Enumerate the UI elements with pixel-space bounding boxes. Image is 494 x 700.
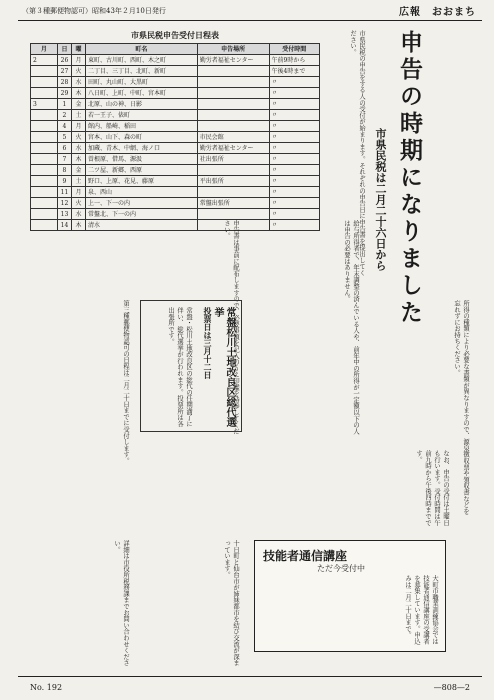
ad-body: 大町市職業訓練協会では技能者通信講座の受講者を募集しています。申込みは二月二十日まで。 [404,575,438,645]
schedule-cell-weekday: 水 [72,77,86,88]
schedule-row [31,77,320,88]
col-area: 町名 [85,44,197,55]
schedule-cell-area: 泉、西山 [85,187,197,198]
schedule-cell-weekday: 水 [72,209,86,220]
schedule-cell-weekday: 月 [72,55,86,66]
schedule-cell-day: 9 [57,176,71,187]
schedule-cell-area: 二ツ屋、新郷、西原 [85,165,197,176]
schedule-cell-day: 12 [57,198,71,209]
page-footer [0,680,494,700]
schedule-cell-area: 八日町、上町、中町、宮本町 [85,88,197,99]
schedule-cell-month [31,121,58,132]
article-column: 第三種郵便物認可の日程は二月二十日までに受付します。 [122,300,129,464]
schedule-row [31,121,320,132]
schedule-cell-area: 宮本、山下、森の町 [85,132,197,143]
schedule-cell-time: 〃 [269,220,319,231]
schedule-row [31,154,320,165]
schedule-cell-day: 26 [57,55,71,66]
schedule-cell-weekday: 土 [72,110,86,121]
schedule-cell-time: 〃 [269,77,319,88]
schedule-cell-area: 曽根原、借馬、源汲 [85,154,197,165]
election-date: 投票日は三月十二日 [203,307,213,379]
schedule-cell-time: 〃 [269,165,319,176]
ad-title: 技能者通信講座 [263,549,348,563]
subheadline: 市県民税は二月二十六日から [374,128,387,271]
schedule-cell-area: 上一、下一の内 [85,198,197,209]
schedule-cell-day: 28 [57,77,71,88]
schedule-cell-time: 〃 [269,198,319,209]
col-time: 受付時間 [269,44,319,55]
schedule-cell-day: 27 [57,66,71,77]
schedule-cell-month: 2 [31,55,58,66]
schedule-cell-area: 田町、丸山町、大黒町 [85,77,197,88]
schedule-cell-time: 〃 [269,110,319,121]
schedule-cell-month [31,132,58,143]
article-column: 給与所得者で、年末調整の済んでいる人や、前年中の所得が一定額以下の人は申告の必要はありません。 [343,220,359,435]
schedule-cell-day: 8 [57,165,71,176]
page-number: —808—2 [433,683,470,692]
schedule-cell-time: 〃 [269,132,319,143]
schedule-cell-time: 〃 [269,99,319,110]
schedule-cell-area: 東町、古川町、西町、木之町 [85,55,197,66]
article-column: なお、申告の受付は土曜日も行います。受付時間は午前九時から午後四時までです。 [415,450,449,526]
article-column: 十日町と仙台市が姉妹都市を結び交流が深まっています。 [223,540,239,666]
schedule-cell-day: 4 [57,121,71,132]
schedule-cell-weekday: 火 [72,132,86,143]
schedule-cell-month [31,187,58,198]
schedule-cell-location: 市民会館 [197,132,269,143]
schedule-row [31,165,320,176]
col-month: 月 [31,44,58,55]
schedule-cell-location [197,66,269,77]
schedule-cell-month [31,77,58,88]
schedule-cell-weekday: 水 [72,143,86,154]
schedule-cell-day: 14 [57,220,71,231]
schedule-row [31,110,320,121]
schedule-cell-area: 野口、上原、花見、藤原 [85,176,197,187]
election-box [140,300,242,432]
schedule-cell-month [31,209,58,220]
schedule-cell-month [31,176,58,187]
schedule-cell-area: 清水 [85,220,197,231]
schedule-cell-day: 2 [57,110,71,121]
article-column: 市県民税の申告をする人の受付が始まります。それぞれの申告日に申告書を提出してください。 [349,30,365,276]
footer-rule [18,676,482,677]
schedule-row [31,99,320,110]
schedule-cell-time: 〃 [269,209,319,220]
schedule-cell-time: 〃 [269,187,319,198]
schedule-cell-month: 3 [31,99,58,110]
schedule-cell-month [31,165,58,176]
schedule-cell-weekday: 木 [72,220,86,231]
col-location: 申告場所 [197,44,269,55]
ad-subtitle: ただ今受付中 [317,564,365,573]
schedule-cell-day: 6 [57,143,71,154]
schedule-cell-month [31,220,58,231]
schedule-cell-day: 5 [57,132,71,143]
schedule-cell-weekday: 月 [72,121,86,132]
schedule-cell-time: 〃 [269,88,319,99]
col-weekday: 曜 [72,44,86,55]
schedule-cell-weekday: 木 [72,88,86,99]
schedule-cell-location: 常盤出張所 [197,198,269,209]
schedule-cell-day: 7 [57,154,71,165]
schedule-cell-day: 11 [57,187,71,198]
schedule-cell-location: 平出張所 [197,176,269,187]
schedule-cell-area: 館内、船崎、稲田 [85,121,197,132]
schedule-cell-location [197,99,269,110]
schedule-cell-day: 1 [57,99,71,110]
article-column: 所得の種類により必要な書類が異なりますので、源泉徴収票や領収書などを忘れずにお持ちください。 [453,300,469,515]
article-column: 申告書は事前に配布しますので、必要事項を記入のうえ印鑑を持参してください。 [223,220,239,435]
schedule-cell-location [197,121,269,132]
schedule-header-row [31,44,320,55]
schedule-cell-area: 加蔵、青木、中網、海ノ口 [85,143,197,154]
election-title: 常盤松川土地改良区総代選挙 [212,307,235,427]
schedule-cell-weekday: 金 [72,99,86,110]
schedule-row [31,187,320,198]
schedule-cell-month [31,110,58,121]
schedule-cell-month [31,198,58,209]
schedule-row [31,209,320,220]
schedule-cell-area: 常盤北、下一の内 [85,209,197,220]
schedule-row [31,66,320,77]
schedule-row [31,55,320,66]
schedule-cell-day: 13 [57,209,71,220]
schedule-cell-time: 午後4時まで [269,66,319,77]
schedule-cell-weekday: 土 [72,176,86,187]
schedule-table [30,30,320,231]
schedule-cell-month [31,88,58,99]
schedule-caption: 市県民税申告受付日程表 [131,30,219,40]
schedule-cell-month [31,143,58,154]
schedule-row [31,176,320,187]
schedule-row [31,198,320,209]
election-body: 常盤・松川土地改良区の総代の任期満了に伴い、総代選挙が行われます。投票所は各出張所です。 [167,307,192,427]
schedule-cell-month [31,66,58,77]
course-ad [254,540,446,652]
schedule-cell-time: 〃 [269,176,319,187]
schedule-cell-month [31,154,58,165]
schedule-cell-location [197,165,269,176]
schedule-cell-location [197,88,269,99]
header-rule [18,20,482,21]
issue-number: No. 192 [30,683,63,692]
page-header [0,0,494,20]
schedule-cell-area: 北原、山の神、日影 [85,99,197,110]
masthead: 広報 おおまち [399,7,476,18]
headline: 申告の時期になりました [396,30,423,327]
schedule-cell-weekday: 木 [72,154,86,165]
schedule-cell-area: 二丁目、三丁目、北町、新町 [85,66,197,77]
schedule-cell-weekday: 火 [72,198,86,209]
schedule-cell-time: 〃 [269,154,319,165]
schedule-cell-location: 社出張所 [197,154,269,165]
schedule-cell-time: 〃 [269,121,319,132]
col-day: 日 [57,44,71,55]
schedule-row [31,143,320,154]
article-column: 詳細は市役所税務課までお問い合わせください。 [113,540,129,666]
schedule-cell-time: 〃 [269,143,319,154]
schedule-cell-area: 若一王子、俵町 [85,110,197,121]
schedule-cell-location [197,187,269,198]
issue-note: （第３種郵便物認可）昭和43年２月10日発行 [22,7,166,15]
schedule-cell-weekday: 月 [72,187,86,198]
schedule-cell-time: 午前9時から [269,55,319,66]
schedule-cell-location: 勤労者福祉センター [197,143,269,154]
schedule-cell-location [197,209,269,220]
schedule-cell-location: 勤労者福祉センター [197,55,269,66]
schedule-row [31,88,320,99]
schedule-cell-location [197,110,269,121]
schedule-cell-weekday: 火 [72,66,86,77]
schedule-row [31,132,320,143]
schedule-cell-location [197,77,269,88]
schedule-cell-day: 29 [57,88,71,99]
schedule-cell-weekday: 金 [72,165,86,176]
